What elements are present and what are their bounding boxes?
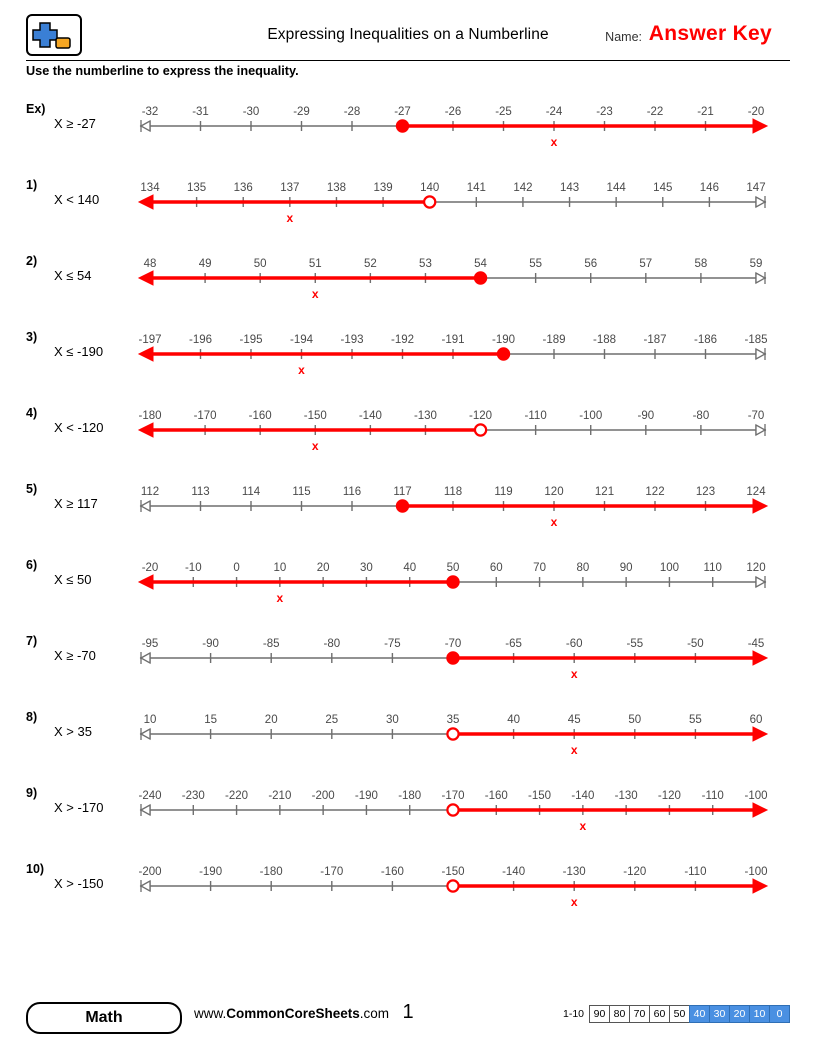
tick-label: -85 [262, 638, 280, 650]
scale-range-label: 1-10 [562, 1008, 584, 1020]
tick-label: 118 [443, 486, 463, 498]
tick-label: -70 [444, 638, 462, 650]
variable-marker: x [550, 515, 558, 529]
tick-label: -25 [495, 106, 512, 118]
answer-arrow-icon [753, 727, 767, 741]
tick-label: -185 [744, 334, 768, 346]
tick-label: -186 [693, 334, 718, 346]
tick-label: -200 [311, 790, 335, 802]
inequality-expression: X > -150 [54, 876, 104, 891]
scale-cell: 90 [589, 1005, 609, 1023]
scale-cell: 70 [629, 1005, 649, 1023]
tick-label: 143 [559, 182, 580, 194]
tick-label: 49 [198, 258, 212, 270]
problem-row [26, 688, 790, 764]
inequality-expression: X < 140 [54, 192, 100, 207]
tick-label: -188 [592, 334, 617, 346]
variable-marker: x [570, 743, 578, 757]
tick-label: -90 [637, 410, 655, 422]
tick-label: -110 [524, 410, 547, 422]
subject-badge: Math [26, 1002, 182, 1034]
tick-label: 120 [746, 562, 766, 574]
problem-number: 4) [26, 406, 38, 420]
problem-list [26, 80, 790, 916]
inequality-expression: X ≤ 54 [54, 268, 92, 283]
variable-marker: x [311, 287, 319, 301]
tick-label: -110 [701, 790, 724, 802]
tick-label: 142 [513, 182, 533, 194]
problem-number: 8) [26, 710, 38, 724]
scale-cell: 50 [669, 1005, 689, 1023]
tick-label: -160 [484, 790, 508, 802]
tick-label: -192 [390, 334, 415, 346]
tick-label: 137 [280, 182, 300, 194]
problem-number: 9) [26, 786, 38, 800]
tick-label: -90 [202, 638, 219, 650]
problem-row [26, 156, 790, 232]
variable-marker: x [579, 819, 587, 833]
answer-arrow-icon [753, 651, 767, 665]
axis-end-arrow-icon [141, 729, 150, 739]
tick-label: -130 [562, 866, 586, 878]
tick-label: 60 [489, 562, 503, 574]
problem-number: 2) [26, 254, 38, 268]
tick-label: -150 [303, 410, 327, 422]
inequality-expression: X ≤ 50 [54, 572, 92, 587]
scale-cell: 30 [709, 1005, 729, 1023]
tick-label: 140 [420, 182, 440, 194]
tick-label: 117 [393, 486, 412, 498]
closed-endpoint-circle [447, 576, 458, 587]
tick-label: -195 [239, 334, 263, 346]
tick-label: -187 [643, 334, 667, 346]
axis-end-arrow-icon [756, 273, 765, 283]
tick-label: 100 [659, 562, 680, 574]
tick-label: -210 [268, 790, 292, 802]
problem-number: 5) [26, 482, 38, 496]
tick-label: 144 [606, 182, 626, 194]
tick-label: 40 [507, 714, 520, 726]
problem-row [26, 232, 790, 308]
tick-label: -130 [413, 410, 437, 422]
scale-cell: 60 [649, 1005, 669, 1023]
tick-label: -29 [293, 106, 310, 118]
tick-label: 56 [584, 258, 598, 270]
name-label: Name: [605, 30, 642, 44]
tick-label: 120 [544, 486, 564, 498]
tick-label: 0 [233, 562, 240, 574]
tick-label: 59 [749, 258, 763, 270]
tick-label: -80 [323, 638, 341, 650]
tick-label: 55 [529, 258, 543, 270]
open-endpoint-circle [447, 804, 458, 815]
tick-label: -22 [646, 106, 664, 118]
variable-marker: x [570, 895, 578, 909]
tick-label: -200 [138, 866, 162, 878]
inequality-expression: X > 35 [54, 724, 92, 739]
tick-label: 139 [373, 182, 393, 194]
answer-arrow-icon [139, 347, 153, 361]
answer-arrow-icon [139, 423, 153, 437]
instructions-text: Use the numberline to express the inequality. [26, 64, 299, 78]
numberline[interactable] [126, 86, 780, 148]
inequality-expression: X ≤ -190 [54, 344, 104, 359]
problem-number: 1) [26, 178, 38, 192]
tick-label: -28 [343, 106, 361, 118]
tick-label: 30 [386, 714, 399, 726]
tick-label: -197 [138, 334, 162, 346]
tick-label: 20 [316, 562, 330, 574]
tick-label: 121 [594, 486, 615, 498]
open-endpoint-circle [447, 728, 458, 739]
scale-cell: 80 [609, 1005, 629, 1023]
tick-label: -95 [141, 638, 159, 650]
inequality-expression: X < -120 [54, 420, 104, 435]
tick-label: 60 [749, 714, 763, 726]
closed-endpoint-circle [397, 120, 408, 131]
tick-label: -191 [441, 334, 465, 346]
problem-row [26, 840, 790, 916]
tick-label: 146 [699, 182, 719, 194]
tick-label: -31 [192, 106, 209, 118]
inequality-expression: X ≥ 117 [54, 496, 98, 511]
tick-label: 50 [628, 714, 642, 726]
tick-label: -230 [181, 790, 205, 802]
tick-label: -180 [398, 790, 422, 802]
tick-label: -150 [528, 790, 552, 802]
tick-label: 57 [639, 258, 653, 270]
tick-label: 70 [533, 562, 546, 574]
tick-label: 30 [360, 562, 373, 574]
tick-label: -140 [502, 866, 526, 878]
tick-label: 110 [703, 562, 722, 574]
tick-label: -21 [697, 106, 714, 118]
url-main: CommonCoreSheets [226, 1006, 360, 1021]
tick-label: -60 [565, 638, 583, 650]
tick-label: -55 [626, 638, 644, 650]
closed-endpoint-circle [397, 500, 408, 511]
tick-label: 134 [140, 182, 160, 194]
tick-label: -110 [684, 866, 707, 878]
tick-label: 119 [494, 486, 513, 498]
tick-label: -100 [579, 410, 603, 422]
closed-endpoint-circle [498, 348, 509, 359]
tick-label: 116 [342, 486, 362, 498]
tick-label: -190 [491, 334, 516, 346]
tick-label: 45 [567, 714, 581, 726]
problem-number: 3) [26, 330, 38, 344]
axis-end-arrow-icon [756, 349, 765, 359]
tick-label: -100 [744, 790, 768, 802]
tick-label: -170 [441, 790, 465, 802]
numberline[interactable] [126, 846, 780, 908]
tick-label: 141 [466, 182, 486, 194]
tick-label: 53 [419, 258, 432, 270]
tick-label: -20 [747, 106, 765, 118]
tick-label: 113 [191, 486, 210, 498]
tick-label: 52 [363, 258, 377, 270]
inequality-expression: X ≥ -27 [54, 116, 96, 131]
tick-label: 40 [403, 562, 417, 574]
axis-end-arrow-icon [141, 653, 150, 663]
tick-label: -220 [225, 790, 249, 802]
tick-label: -23 [596, 106, 613, 118]
closed-endpoint-circle [447, 652, 458, 663]
tick-label: -190 [199, 866, 223, 878]
tick-label: 51 [308, 258, 322, 270]
tick-label: 123 [695, 486, 716, 498]
axis-end-arrow-icon [756, 577, 765, 587]
tick-label: -20 [141, 562, 159, 574]
tick-label: -10 [184, 562, 202, 574]
tick-label: 50 [253, 258, 267, 270]
open-endpoint-circle [424, 196, 435, 207]
url-prefix: www. [194, 1006, 227, 1021]
tick-label: 35 [446, 714, 460, 726]
tick-label: -65 [505, 638, 522, 650]
tick-label: -100 [744, 866, 768, 878]
answer-arrow-icon [139, 195, 153, 209]
tick-label: -32 [141, 106, 159, 118]
tick-label: -120 [623, 866, 647, 878]
problem-row [26, 612, 790, 688]
problem-number: Ex) [26, 102, 46, 116]
tick-label: -130 [614, 790, 638, 802]
tick-label: -120 [657, 790, 681, 802]
tick-label: 15 [204, 714, 217, 726]
tick-label: -193 [340, 334, 364, 346]
score-scale [561, 1005, 790, 1023]
numberline[interactable] [126, 314, 780, 376]
tick-label: 25 [325, 714, 339, 726]
tick-label: 112 [140, 486, 160, 498]
tick-label: -189 [542, 334, 566, 346]
problem-row [26, 384, 790, 460]
numberline[interactable] [126, 770, 780, 832]
tick-label: -180 [138, 410, 162, 422]
tick-label: -160 [380, 866, 404, 878]
tick-label: 147 [746, 182, 766, 194]
tick-label: -50 [687, 638, 704, 650]
page-header [26, 14, 790, 58]
tick-label: 58 [694, 258, 708, 270]
tick-label: -27 [394, 106, 411, 118]
answer-arrow-icon [139, 575, 153, 589]
answer-arrow-icon [753, 879, 767, 893]
tick-label: 145 [653, 182, 673, 194]
axis-end-arrow-icon [141, 805, 150, 815]
tick-label: 138 [326, 182, 347, 194]
tick-label: -26 [444, 106, 462, 118]
scale-cell: 0 [769, 1005, 790, 1023]
numberline[interactable] [126, 542, 780, 604]
tick-label: 122 [645, 486, 665, 498]
inequality-expression: X ≥ -70 [54, 648, 96, 663]
tick-label: -45 [747, 638, 765, 650]
page-footer [26, 1002, 790, 1036]
problem-row [26, 308, 790, 384]
tick-label: -240 [138, 790, 162, 802]
problem-number: 7) [26, 634, 38, 648]
scale-cell: 10 [749, 1005, 769, 1023]
axis-end-arrow-icon [141, 121, 150, 131]
page-number: 1 [402, 1001, 414, 1023]
variable-marker: x [298, 363, 305, 377]
tick-label: -160 [248, 410, 272, 422]
tick-label: 10 [143, 714, 157, 726]
problem-row [26, 764, 790, 840]
tick-label: 114 [241, 486, 261, 498]
numberline[interactable] [126, 694, 780, 756]
tick-label: 115 [292, 486, 311, 498]
tick-label: -140 [358, 410, 382, 422]
variable-marker: x [286, 211, 294, 225]
numberline[interactable] [126, 618, 780, 680]
answer-arrow-icon [753, 119, 767, 133]
tick-label: 54 [474, 258, 487, 270]
answer-arrow-icon [139, 271, 153, 285]
problem-row [26, 536, 790, 612]
tick-label: -70 [747, 410, 765, 422]
variable-marker: x [570, 667, 578, 681]
numberline[interactable] [126, 162, 780, 224]
numberline[interactable] [126, 390, 780, 452]
tick-label: -180 [259, 866, 283, 878]
tick-label: -75 [384, 638, 401, 650]
tick-label: -196 [188, 334, 213, 346]
problem-number: 6) [26, 558, 38, 572]
answer-key-stamp: Answer Key [648, 22, 772, 45]
scale-cell: 40 [689, 1005, 709, 1023]
url-suffix: .com [359, 1006, 390, 1021]
closed-endpoint-circle [475, 272, 486, 283]
answer-arrow-icon [753, 499, 767, 513]
variable-marker: x [276, 591, 284, 605]
tick-label: -150 [441, 866, 465, 878]
tick-label: 136 [233, 182, 253, 194]
tick-label: 10 [273, 562, 287, 574]
axis-end-arrow-icon [141, 501, 150, 511]
tick-label: 124 [746, 486, 766, 498]
scale-cell: 20 [729, 1005, 749, 1023]
tick-label: -24 [545, 106, 563, 118]
tick-label: 20 [264, 714, 278, 726]
tick-label: 90 [619, 562, 633, 574]
tick-label: 48 [143, 258, 157, 270]
open-endpoint-circle [447, 880, 458, 891]
problem-row [26, 460, 790, 536]
tick-label: -194 [289, 334, 314, 346]
tick-label: 50 [446, 562, 460, 574]
tick-label: 80 [576, 562, 590, 574]
open-endpoint-circle [475, 424, 486, 435]
tick-label: -170 [320, 866, 344, 878]
tick-label: 55 [689, 714, 702, 726]
variable-marker: x [550, 135, 558, 149]
problem-number: 10) [26, 862, 45, 876]
numberline[interactable] [126, 238, 780, 300]
header-divider [26, 60, 790, 61]
variable-marker: x [311, 439, 319, 453]
axis-end-arrow-icon [141, 881, 150, 891]
axis-end-arrow-icon [756, 197, 765, 207]
axis-end-arrow-icon [756, 425, 765, 435]
tick-label: -140 [571, 790, 595, 802]
tick-label: -120 [469, 410, 493, 422]
inequality-expression: X > -170 [54, 800, 104, 815]
problem-row [26, 80, 790, 156]
answer-arrow-icon [753, 803, 767, 817]
tick-label: -170 [193, 410, 217, 422]
tick-label: -30 [242, 106, 260, 118]
tick-label: -80 [692, 410, 710, 422]
tick-label: 135 [187, 182, 207, 194]
page-title: Expressing Inequalities on a Numberline [267, 26, 549, 43]
tick-label: -190 [354, 790, 378, 802]
numberline[interactable] [126, 466, 780, 528]
